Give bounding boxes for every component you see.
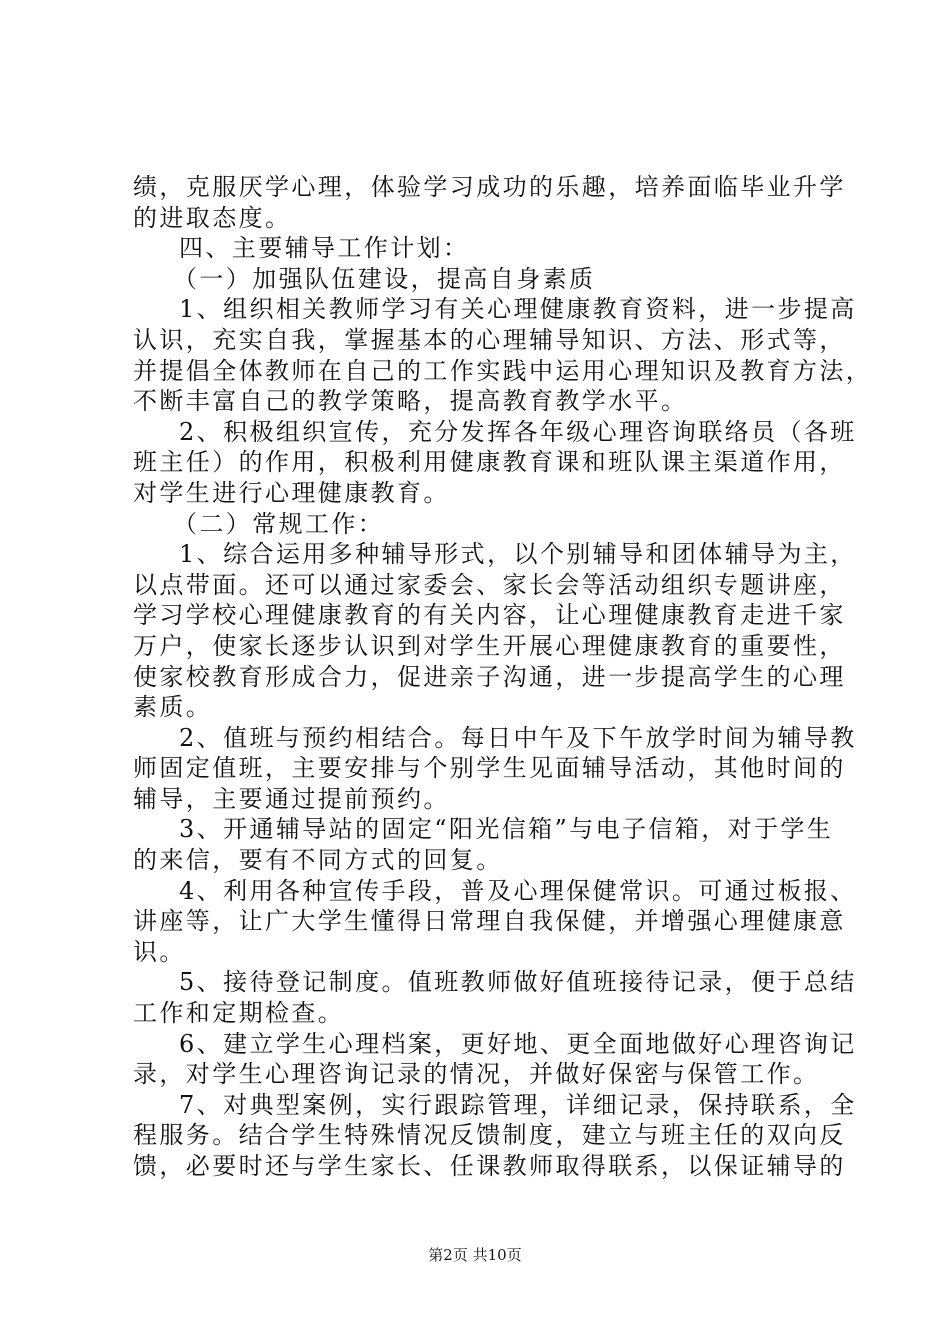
document-body <box>133 172 873 1182</box>
body-line: 工作和定期检查。 <box>133 999 345 1028</box>
paragraph-start: 1、综合运用多种辅导形式，以个别辅导和团体辅导为主， <box>179 540 857 569</box>
section-heading: 四、主要辅导工作计划： <box>179 234 470 263</box>
page-number-footer: 第2页 共10页 <box>428 1246 522 1264</box>
paragraph-start: 6、建立学生心理档案，更好地、更全面地做好心理咨询记 <box>179 1029 857 1058</box>
body-line: 识。 <box>133 937 186 966</box>
body-line: 认识，充实自我，掌握基本的心理辅导知识、方法、形式等， <box>133 325 846 354</box>
body-line: 并提倡全体教师在自己的工作实践中运用心理知识及教育方法， <box>133 356 873 385</box>
subsection-heading: （二）常规工作： <box>173 509 385 538</box>
paragraph-start: 5、接待登记制度。值班教师做好值班接待记录，便于总结 <box>179 968 857 997</box>
body-line: 学习学校心理健康教育的有关内容，让心理健康教育走进千家 <box>133 601 846 630</box>
body-line: 万户，使家长逐步认识到对学生开展心理健康教育的重要性， <box>133 631 846 660</box>
body-line: 的来信，要有不同方式的回复。 <box>133 846 503 875</box>
body-line: 使家校教育形成合力，促进亲子沟通，进一步提高学生的心理 <box>133 662 846 691</box>
paragraph-start: 7、对典型案例，实行跟踪管理，详细记录，保持联系，全 <box>179 1090 857 1119</box>
body-line: 素质。 <box>133 693 213 722</box>
body-line: 讲座等，让广大学生懂得日常理自我保健，并增强心理健康意 <box>133 907 846 936</box>
body-line: 不断丰富自己的教学策略，提高教育教学水平。 <box>133 387 688 416</box>
body-line: 班主任）的作用，积极利用健康教育课和班队课主渠道作用， <box>133 448 846 477</box>
subsection-heading: （一）加强队伍建设，提高自身素质 <box>173 264 596 293</box>
body-line: 师固定值班，主要安排与个别学生见面辅导活动，其他时间的 <box>133 754 846 783</box>
body-line: 录，对学生心理咨询记录的情况，并做好保密与保管工作。 <box>133 1060 820 1089</box>
paragraph-start: 3、开通辅导站的固定“阳光信箱”与电子信箱，对于学生 <box>179 815 834 844</box>
paragraph-start: 2、积极组织宣传，充分发挥各年级心理咨询联络员（各班 <box>179 417 857 446</box>
body-line: 的进取态度。 <box>133 203 292 232</box>
paragraph-start: 2、值班与预约相结合。每日中午及下午放学时间为辅导教 <box>179 723 857 752</box>
paragraph-start: 4、利用各种宣传手段，普及心理保健常识。可通过板报、 <box>179 876 857 905</box>
body-line: 程服务。结合学生特殊情况反馈制度，建立与班主任的双向反 <box>133 1121 846 1150</box>
body-line: 绩，克服厌学心理，体验学习成功的乐趣，培养面临毕业升学 <box>133 173 846 201</box>
body-line: 馈，必要时还与学生家长、任课教师取得联系，以保证辅导的 <box>133 1152 846 1180</box>
body-line: 辅导，主要通过提前预约。 <box>133 784 450 813</box>
paragraph-start: 1、组织相关教师学习有关心理健康教育资料，进一步提高 <box>179 295 857 324</box>
body-line: 以点带面。还可以通过家委会、家长会等活动组织专题讲座， <box>133 570 846 599</box>
body-line: 对学生进行心理健康教育。 <box>133 478 450 507</box>
